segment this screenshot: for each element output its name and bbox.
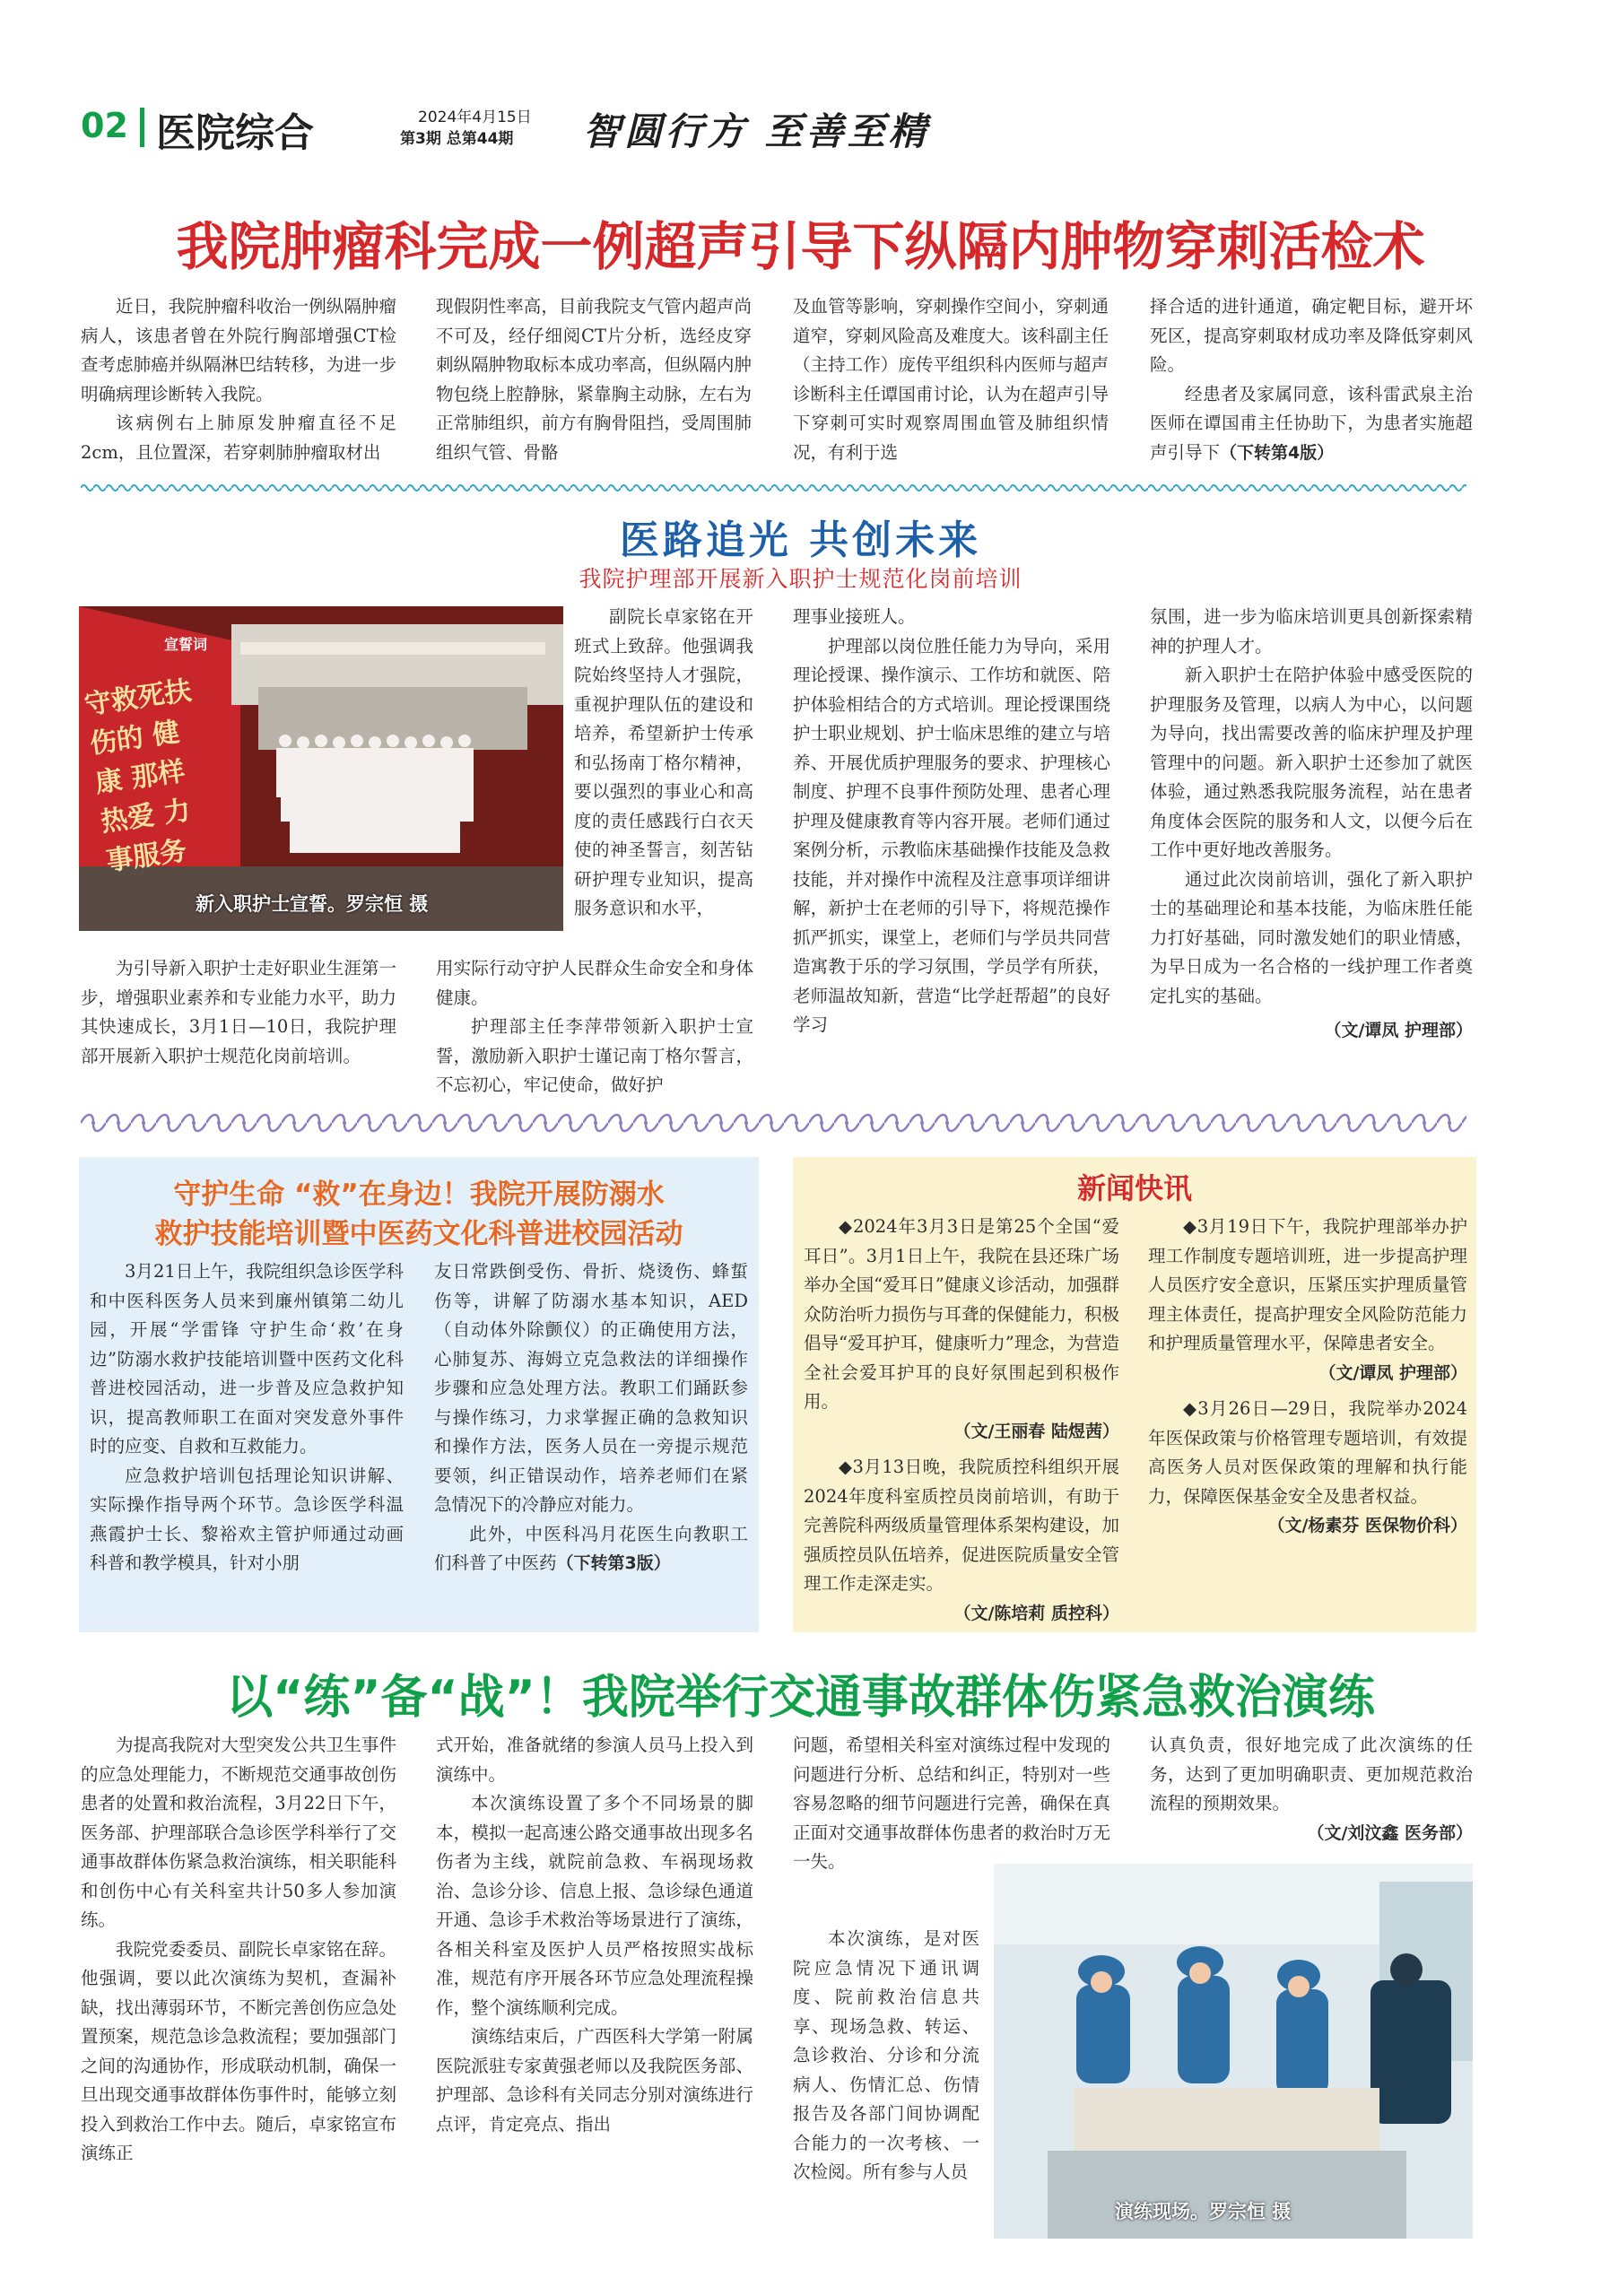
article3-title-line2: 救护技能培训暨中医药文化科普进校园活动 bbox=[154, 1218, 683, 1250]
paragraph: 问题，希望相关科室对演练过程中发现的问题进行分析、总结和纠正，特别对一些容易忽略的细节问题进行完善，确保在真正面对交通事故群体伤患者的救治时万无一失。 bbox=[793, 1735, 1110, 1872]
article2-col3 bbox=[793, 603, 1110, 1105]
article2-col2-below bbox=[436, 954, 753, 1107]
paragraph: 理事业接班人。 bbox=[793, 606, 916, 627]
paragraph: 为引导新入职护士走好职业生涯第一步，增强职业素养和专业能力水平，助力其快速成长，3月1日—10日，我院护理部开展新入职护士规范化岗前培训。 bbox=[81, 958, 396, 1066]
news-credit: （文/谭凤 护理部） bbox=[1318, 1362, 1467, 1383]
news-item bbox=[804, 1453, 1119, 1627]
article1-col1 bbox=[81, 292, 396, 472]
article2-subtitle: 我院护理部开展新入职护士规范化岗前培训 bbox=[579, 566, 1022, 592]
article1-title: 我院肿瘤科完成一例超声引导下纵隔内肿物穿刺活检术 bbox=[176, 216, 1425, 277]
news-credit: （文/杨素芬 医保物价科） bbox=[1267, 1516, 1467, 1535]
section-title: 医院综合 bbox=[156, 110, 314, 156]
paragraph: 友日常跌倒受伤、骨折、烧烫伤、蜂蜇伤等，讲解了防溺水基本知识，AED（自动体外除颤仪）的正确使用方法，心肺复苏、海姆立克急救法的详细操作步骤和应急处理方法。教职工们踊跃参与操作练习，力求掌握正确的急救知识和操作方法，医务人员在一旁提示规范要领，纠正错误动作，培养老师们在紧急情况下的冷静应对能力。 bbox=[434, 1261, 748, 1515]
banner-text: 守救死扶伤的 健康 那样 热爱 力事服务 bbox=[82, 674, 194, 878]
header-bar bbox=[140, 108, 144, 147]
article4-title: 以“练”备“战”！我院举行交通事故群体伤紧急救治演练 bbox=[226, 1671, 1375, 1725]
article2-col4 bbox=[1150, 603, 1473, 1105]
article3-col2 bbox=[434, 1257, 748, 1621]
paragraph: 本次演练设置了多个不同场景的脚本，模拟一起高速公路交通事故出现多名伤者为主线，就院前急救、车祸现场救治、急诊分诊、信息上报、急诊绿色通道开通、急诊手术救治等场景进行了演练，各相关科室及医护人员严格按照实战标准，规范有序开展各环节应急处理流程操作，整个演练顺利完成。 bbox=[436, 1793, 753, 2018]
swearing-photo bbox=[79, 606, 563, 931]
paragraph bbox=[1150, 380, 1473, 468]
paragraph-text: 此外，中医科冯月花医生向教职工们科普了中医药 bbox=[434, 1523, 748, 1573]
news-title: 新闻快讯 bbox=[1076, 1171, 1192, 1205]
paragraph: 氛围，进一步为临床培训更具创新探索精神的护理人才。 bbox=[1150, 606, 1473, 657]
article2-col2-right bbox=[574, 603, 753, 952]
page-header bbox=[81, 100, 1480, 154]
news-item bbox=[1148, 1213, 1467, 1387]
paragraph: 3月21日上午，我院组织急诊医学科和中医科医务人员来到廉州镇第二幼儿园，开展“学雷锋 守护生命‘救’在身边”防溺水救护技能培训暨中医药文化科普进校园活动，进一步普及应急救护知识，提高教师职工在面对突发意外事件时的应变、自救和互救能力。 bbox=[90, 1261, 404, 1457]
ornate-divider bbox=[81, 1112, 1466, 1134]
news-col2 bbox=[1148, 1213, 1467, 1627]
news-col1 bbox=[804, 1213, 1119, 1627]
continue-note: （下转第4版） bbox=[1220, 442, 1335, 463]
paragraph: 副院长卓家铭在开班式上致辞。他强调我院始终坚持人才强院，重视护理队伍的建设和培养，希望新护士传承和弘扬南丁格尔精神，要以强烈的事业心和高度的责任感践行白衣天使的神圣誓言，刻苦钻研护理专业知识，提高服务意识和水平， bbox=[574, 606, 753, 918]
paragraph: 及血管等影响，穿刺操作空间小，穿刺通道窄，穿刺风险高及难度大。该科副主任（主持工作）庞传平组织科内医师与超声诊断科主任谭国甫讨论，认为在超声引导下穿刺可实时观察周围血管及肺组织情况，有利于选 bbox=[793, 296, 1109, 463]
article2-credit: （文/谭凤 护理部） bbox=[1324, 1021, 1473, 1040]
paragraph: 新入职护士在陪护体验中感受医院的护理服务及管理，以病人为中心，以问题为导向，找出需要改善的临床护理及护理管理中的问题。新入职护士还参加了就医体验，通过熟悉我院服务流程，站在患者角度体会医院的服务和人文，以便今后在工作中更好地改善服务。 bbox=[1150, 665, 1473, 860]
article2-title: 医路追光 共创未来 bbox=[619, 517, 982, 563]
paragraph: 通过此次岗前培训，强化了新入职护士的基础理论和基本技能，为临床胜任能力打好基础，同时激发她们的职业情感，为早日成为一名合格的一线护理工作者奠定扎实的基础。 bbox=[1150, 868, 1473, 1006]
wave-divider bbox=[81, 483, 1466, 493]
news-text: ◆2024年3月3日是第25个全国“爱耳日”。3月1日上午，我院在县还珠广场举办全国“爱耳日”健康义诊活动，加强群众防治听力损伤与耳聋的保健能力，积极倡导“爱耳护耳，健康听力”理念，为营造全社会爱耳护耳的良好氛围起到积极作用。 bbox=[804, 1216, 1119, 1412]
article4-col1 bbox=[81, 1731, 396, 2242]
issue-number: 第3期 总第44期 bbox=[400, 130, 514, 148]
article1-col4 bbox=[1150, 292, 1473, 472]
news-text: ◆3月13日晚，我院质控科组织开展2024年度科室质控员岗前培训，有助于完善院科两级质量管理体系架构建设，加强质控员队伍培养，促进医院质量安全管理工作走深走实。 bbox=[804, 1457, 1119, 1594]
photo-caption: 演练现场。罗宗恒 摄 bbox=[1115, 2201, 1292, 2222]
drill-photo bbox=[994, 1864, 1473, 2239]
paragraph: 近日，我院肿瘤科收治一例纵隔肿瘤病人，该患者曾在外院行胸部增强CT检查考虑肺癌并纵隔淋巴结转移，为进一步明确病理诊断转入我院。 bbox=[81, 296, 396, 404]
article3-title-line1: 守护生命 “救”在身边！我院开展防溺水 bbox=[173, 1178, 665, 1211]
paragraph: 用实际行动守护人民群众生命安全和身体健康。 bbox=[436, 958, 753, 1008]
paragraph: 护理部以岗位胜任能力为导向，采用理论授课、操作演示、工作坊和就医、陪护体验相结合的方式培训。理论授课围绕护士职业规划、护士临床思维的建立与培养、开展优质护理服务的要求、护理核心制度、护理不良事件预防处理、患者心理护理及健康教育等内容开展。老师们通过案例分析，示教临床基础操作技能及急救技能，并对操作中流程及注意事项详细讲解，新护士在老师的引导下，将规范操作抓严抓实，课堂上，老师们与学员共同营造寓教于乐的学习氛围，学员学有所获，老师温故知新，营造“比学赶帮超”的良好学习 bbox=[793, 635, 1110, 1035]
paragraph: 我院党委委员、副院长卓家铭在辞。他强调，要以此次演练为契机，查漏补缺，找出薄弱环节，不断完善创伤应急处置预案，规范急诊急救流程；要加强部门之间的沟通协作，形成联动机制，确保一旦出现交通事故群体伤事件时，能够立刻投入到救治工作中去。随后，卓家铭宣布演练正 bbox=[81, 1938, 396, 2163]
paragraph: 该病例右上肺原发肿瘤直径不足2cm，且位置深，若穿刺肺肿瘤取材出 bbox=[81, 413, 396, 463]
paragraph: 护理部主任李萍带领新入职护士宣誓，激励新入职护士谨记南丁格尔誓言，不忘初心，牢记使命，做好护 bbox=[436, 1016, 753, 1095]
page-number: 02 bbox=[81, 106, 128, 145]
paragraph: 演练结束后，广西医科大学第一附属医院派驻专家黄强老师以及我院医务部、护理部、急诊科有关同志分别对演练进行点评，肯定亮点、指出 bbox=[436, 2026, 753, 2135]
article4-col4 bbox=[1150, 1731, 1473, 1857]
news-credit: （文/王丽春 陆煜茜） bbox=[953, 1421, 1119, 1441]
photo-illustration bbox=[994, 1864, 1473, 2239]
news-credit: （文/陈培莉 质控科） bbox=[953, 1603, 1119, 1623]
article1-col3 bbox=[793, 292, 1109, 472]
paragraph: 本次演练，是对医院应急情况下通讯调度、院前救治信息共享、现场急救、转运、急诊救治、分诊和分流病人、伤情汇总、伤情报告及各部门间协调配合能力的一次考核、一次检阅。所有参与人员 bbox=[793, 1928, 979, 2182]
article4-credit: （文/刘汶鑫 医务部） bbox=[1307, 1822, 1473, 1843]
paragraph-text: 经患者及家属同意，该科雷武泉主治医师在谭国甫主任协助下，为患者实施超声引导下 bbox=[1150, 383, 1473, 463]
banner-title: 宣誓词 bbox=[164, 636, 208, 653]
news-text: ◆3月19日下午，我院护理部举办护理工作制度专题培训班，进一步提高护理人员医疗安全意识，压紧压实护理质量管理主体责任，提高护理安全风险防范能力和护理质量管理水平，保障患者安全。 bbox=[1148, 1216, 1467, 1353]
news-item bbox=[1148, 1395, 1467, 1541]
continue-note: （下转第3版） bbox=[556, 1553, 671, 1573]
issue-date: 2024年4月15日 bbox=[418, 109, 532, 126]
motto: 智圆行方 至善至精 bbox=[583, 109, 930, 153]
paragraph: 择合适的进针通道，确定靶目标，避开坏死区，提高穿刺取材成功率及降低穿刺风险。 bbox=[1150, 296, 1473, 375]
article2-col1-below bbox=[81, 954, 396, 1107]
paragraph bbox=[434, 1520, 748, 1578]
paragraph: 应急救护培训包括理论知识讲解、实际操作指导两个环节。急诊医学科温燕霞护士长、黎裕欢主管护师通过动画科普和教学模具，针对小朋 bbox=[90, 1465, 404, 1573]
article4-col2 bbox=[436, 1731, 753, 2242]
photo-caption: 新入职护士宣誓。罗宗恒 摄 bbox=[196, 893, 429, 915]
news-text: ◆3月26日—29日，我院举办2024年医保政策与价格管理专题培训，有效提高医务人员对医保政策的理解和执行能力，保障医保基金安全及患者权益。 bbox=[1148, 1398, 1467, 1507]
article3-col1 bbox=[90, 1257, 404, 1621]
paragraph: 认真负责，很好地完成了此次演练的任务，达到了更加明确职责、更加规范救治流程的预期效果。 bbox=[1150, 1735, 1473, 1813]
paragraph: 为提高我院对大型突发公共卫生事件的应急处理能力，不断规范交通事故创伤患者的处置和救治流程，3月22日下午，医务部、护理部联合急诊医学科举行了交通事故群体伤紧急救治演练，相关职能科和创伤中心有关科室共计50多人参加演练。 bbox=[81, 1735, 396, 1930]
article4-col3b bbox=[793, 1925, 979, 2243]
paragraph: 现假阴性率高，目前我院支气管内超声尚不可及，经仔细阅CT片分析，选经皮穿刺纵隔肿物取标本成功率高，但纵隔内肿物包绕上腔静脉，紧靠胸主动脉，左右为正常肺组织，前方有胸骨阻挡，受周围肺组织气管、骨骼 bbox=[436, 296, 752, 463]
article1-col2 bbox=[436, 292, 752, 472]
news-item bbox=[804, 1213, 1119, 1446]
paragraph: 式开始，准备就绪的参演人员马上投入到演练中。 bbox=[436, 1735, 753, 1785]
